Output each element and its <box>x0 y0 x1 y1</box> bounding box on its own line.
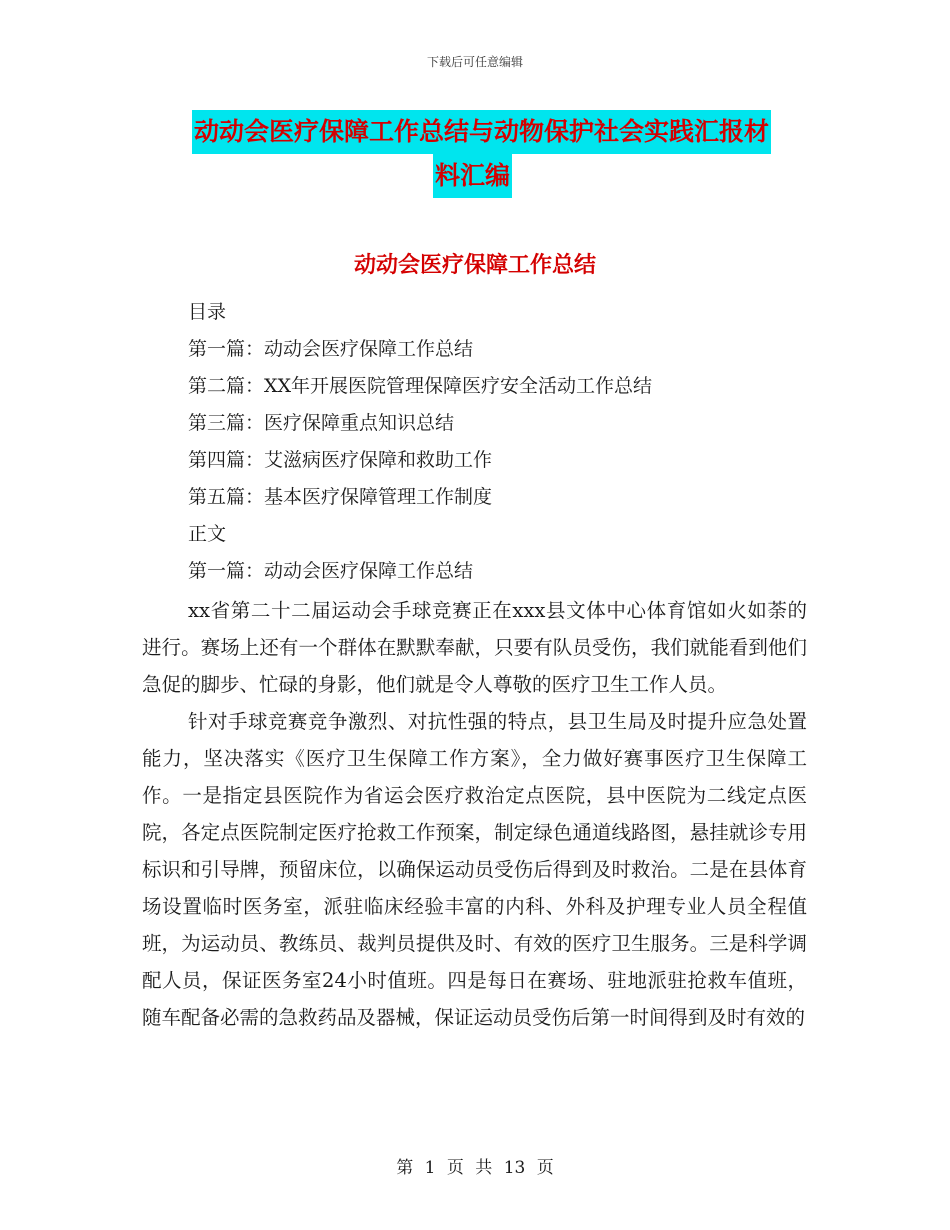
paragraph: xx省第二十二届运动会手球竞赛正在xxx县文体中心体育馆如火如荼的进行。赛场上还有一个群体在默默奉献，只要有队员受伤，我们就能看到他们急促的脚步、忙碌的身影，他们就是令人尊敬的医疗卫生工作人员。 <box>142 599 807 696</box>
paragraph: 针对手球竞赛竞争激烈、对抗性强的特点，县卫生局及时提升应急处置能力，坚决落实《医疗卫生保障工作方案》，全力做好赛事医疗卫生保障工作。一是指定县医院作为省运会医疗救治定点医院，县中医院为二线定点医院，各定点医院制定医疗抢救工作预案，制定绿色通道线路图，悬挂就诊专用标识和引导牌，预留床位，以确保运动员受伤后得到及时救治。二是在县体育场设置临时医务室，派驻临床经验丰富的内科、外科及护理专业人员全程值班，为运动员、教练员、裁判员提供及时、有效的医疗卫生服务。三是科学调配人员，保证医务室24小时值班。四是每日在赛场、驻地派驻抢救车值班，随车配备必需的急救药品及器械，保证运动员受伤后第一时间得到及时有效的 <box>142 710 807 1029</box>
table-of-contents <box>188 294 652 590</box>
toc-item: 第五篇：基本医疗保障管理工作制度 <box>188 486 493 508</box>
page-header-note: 下载后可任意编辑 <box>426 55 523 69</box>
toc-heading: 目录 <box>188 301 227 323</box>
page-footer: 第 1 页 共 13 页 <box>396 1158 554 1178</box>
chapter-heading: 第一篇：动动会医疗保障工作总结 <box>188 560 474 582</box>
toc-item: 第二篇：XX年开展医院管理保障医疗安全活动工作总结 <box>188 375 653 397</box>
toc-item: 第四篇：艾滋病医疗保障和救助工作 <box>188 449 493 471</box>
toc-item: 第一篇：动动会医疗保障工作总结 <box>188 338 474 360</box>
toc-item: 第三篇：医疗保障重点知识总结 <box>188 412 455 434</box>
body-text <box>142 592 807 1036</box>
document-title-line-2: 料汇编 <box>433 154 512 198</box>
body-heading: 正文 <box>188 523 227 545</box>
section-title: 动动会医疗保障工作总结 <box>353 253 596 278</box>
document-title-line-1: 动动会医疗保障工作总结与动物保护社会实践汇报材 <box>192 110 771 154</box>
